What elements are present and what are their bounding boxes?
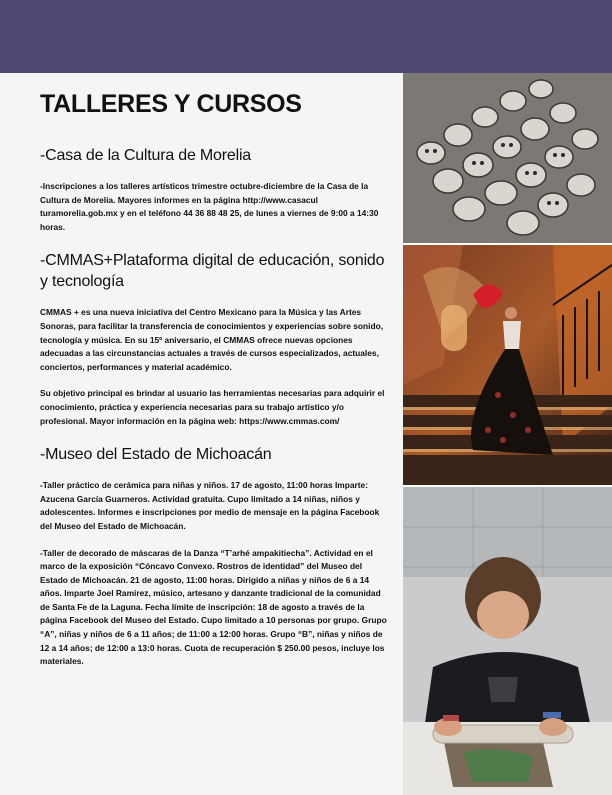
photo-column (403, 73, 612, 795)
section-heading: -CMMAS+Plataforma digital de educación, sonido y tecnología (40, 252, 385, 291)
header-bar (0, 0, 612, 73)
section-paragraph: -Taller práctico de cerámica para niñas y niños. 17 de agosto, 11:00 horas Imparte: Azucena García Guarneros. Actividad gratuita. Cupo limitado a 14 niñas, niños y adolescentes. Informes e inscripciones por medio de mensaje en la página Facebook del Museo del Estado de Michoacán. (40, 480, 380, 531)
section-paragraph: -Taller de decorado de máscaras de la Danza “T’arhé ampakitiecha”. Actividad en el marco de la exposición “Cóncavo Convexo. Rostros de identidad” del Museo del Estado de Michoacán. 21 de agosto, 11:00 horas. Dirigido a niñas y niños de 6 a 14 años. Imparte Joel Ramírez, músico, artesano y danzante tradicional de la comunidad de Santa Fe de la Laguna. Fecha límite de inscripción: 18 de agosto a través de la página Facebook del Museo del Estado. Cupo limitado a 10 personas por grupo. Grupo “A”, niñas y niños de 6 a 11 años; de 11:00 a 12:00 horas. Grupo “B”, niñas y niños de 12 a 14 años; de 12:00 a 13:0 horas. Cuota de recuperación $ 250.00 pesos, incluye los materiales. (40, 547, 387, 667)
section-paragraph: CMMAS + es una nueva iniciativa del Centro Mexicano para la Música y las Artes Sonoras, para facilitar la transferencia de conocimientos y experiencias sobre sonido, tecnología y música. En su 15º aniversario, el CMMAS ofrece nuevas opciones adecuadas a las circunstancias actuales a través de cursos especializados, actuales, conciertos, performances y material académico. (40, 307, 384, 372)
main-column (40, 90, 390, 685)
section-cmmas (40, 250, 390, 428)
section-museo (40, 444, 390, 669)
section-paragraph: -Inscripciones a los talleres artísticos trimestre octubre-diciembre de la Casa de la Cultura de Morelia. Mayores informes en la página http://www.casacul turamorelia.gob.mx y en el teléfono 44 36 88 48 25, de lunes a viernes de 9:00 a 14:30 horas. (40, 181, 379, 232)
section-paragraph: Su objetivo principal es brindar al usuario las herramientas necesarias para adquirir el conocimiento, práctica y experiencia necesarias para su trabajo artístico y/o profesional. Mayor información en la página web: https://www.cmmas.com/ (40, 388, 385, 426)
section-heading: -Casa de la Cultura de Morelia (40, 147, 251, 164)
photo-child-clay (403, 487, 612, 795)
page-title: TALLERES Y CURSOS (40, 90, 302, 118)
section-casa-cultura (40, 145, 390, 234)
photo-dancer (403, 245, 612, 487)
photo-ceramic-masks (403, 73, 612, 245)
section-heading: -Museo del Estado de Michoacán (40, 446, 272, 464)
